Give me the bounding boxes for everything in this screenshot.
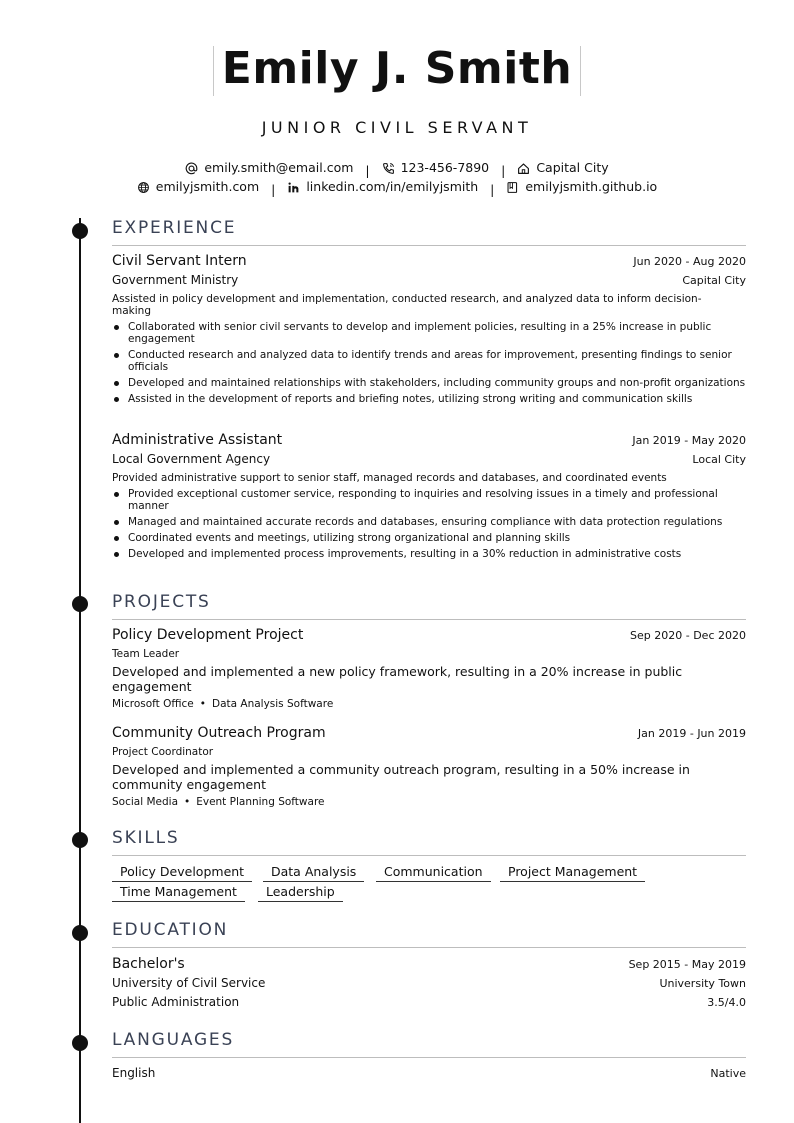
project-dates: Jan 2019 - Jun 2019 (637, 727, 746, 740)
project-name: Community Outreach Program (112, 725, 326, 741)
globe-icon (137, 181, 150, 194)
linkedin-text: linkedin.com/in/emilyjsmith (306, 179, 479, 194)
experience-1-header (112, 253, 746, 269)
job-dates: Jan 2019 - May 2020 (632, 434, 746, 447)
tech-item: Event Planning Software (196, 796, 325, 808)
project-2-role (112, 746, 746, 758)
list-item: Developed and maintained relationships with stakeholders, including community groups and non-profit organizations (112, 377, 746, 389)
job-dates: Jun 2020 - Aug 2020 (633, 255, 746, 268)
section-languages-heading (112, 1029, 746, 1058)
project-role: Project Coordinator (112, 746, 214, 758)
github-icon (506, 181, 519, 194)
timeline-dot-projects (72, 596, 88, 612)
timeline-dot-skills (72, 832, 88, 848)
job-title: Civil Servant Intern (112, 253, 247, 269)
separator: | (490, 181, 495, 197)
contact-linkedin[interactable] (287, 178, 478, 196)
list-item: Coordinated events and meetings, utilizing strong organizational and planning skills (112, 532, 746, 544)
section-title: EXPERIENCE (112, 218, 237, 238)
section-projects-heading (112, 591, 746, 620)
section-title: EDUCATION (112, 920, 229, 940)
skill-chip: Communication (376, 864, 491, 882)
education-dates: Sep 2015 - May 2019 (628, 958, 746, 971)
section-title: PROJECTS (112, 592, 211, 612)
linkedin-icon (287, 181, 300, 194)
list-item: Conducted research and analyzed data to identify trends and areas for improvement, presenting findings to senior officials (112, 349, 746, 373)
timeline-dot-languages (72, 1035, 88, 1051)
tech-separator: • (184, 796, 191, 808)
separator: | (501, 162, 506, 178)
contact-github[interactable] (506, 178, 657, 196)
list-item: Collaborated with senior civil servants to develop and implement policies, resulting in a 25% increase in public engagement (112, 321, 746, 345)
job-org: Government Ministry (112, 273, 239, 287)
skill-chip: Policy Development (112, 864, 252, 882)
job-summary: Provided administrative support to senior staff, managed records and databases, and coordinated events (112, 472, 667, 484)
project-dates: Sep 2020 - Dec 2020 (630, 629, 746, 642)
experience-1-bullets (112, 321, 746, 409)
timeline-line (79, 218, 81, 1123)
language-name: English (112, 1066, 156, 1080)
list-item: Provided exceptional customer service, responding to inquiries and resolving issues in a timely and professional manner (112, 488, 746, 512)
tech-item: Social Media (112, 796, 179, 808)
experience-2-org (112, 452, 746, 466)
separator: | (365, 162, 370, 178)
language-row (112, 1066, 746, 1080)
project-role: Team Leader (112, 648, 180, 660)
list-item: Managed and maintained accurate records and databases, ensuring compliance with data protection regulations (112, 516, 746, 528)
project-1-tech (112, 698, 333, 710)
education-header (112, 956, 746, 972)
skill-chip: Project Management (500, 864, 645, 882)
project-1-header (112, 627, 746, 643)
contact-website[interactable] (137, 178, 259, 196)
contact-phone[interactable] (382, 159, 490, 177)
list-item: Assisted in the development of reports and briefing notes, utilizing strong writing and communication skills (112, 393, 746, 405)
candidate-name: Emily J. Smith (221, 43, 573, 94)
candidate-title: JUNIOR CIVIL SERVANT (261, 118, 533, 137)
phone-text: 123-456-7890 (400, 160, 490, 175)
job-location: Local City (692, 453, 746, 466)
section-skills-heading (112, 827, 746, 856)
school-name: University of Civil Service (112, 976, 266, 990)
phone-icon (382, 162, 395, 175)
contact-location (517, 159, 608, 177)
section-title: LANGUAGES (112, 1030, 235, 1050)
home-icon (517, 162, 530, 175)
location-text: Capital City (536, 160, 609, 175)
contact-email[interactable] (185, 159, 353, 177)
language-level: Native (710, 1067, 746, 1080)
separator: | (271, 181, 276, 197)
field-of-study: Public Administration (112, 995, 240, 1009)
project-description: Developed and implemented a community outreach program, resulting in a 50% increase in community engagement (112, 762, 690, 792)
job-location: Capital City (682, 274, 746, 287)
section-education-heading (112, 919, 746, 948)
gpa: 3.5/4.0 (707, 996, 746, 1009)
education-school-row (112, 976, 746, 990)
experience-2-header (112, 432, 746, 448)
job-title: Administrative Assistant (112, 432, 283, 448)
degree: Bachelor's (112, 956, 185, 972)
website-text: emilyjsmith.com (155, 179, 260, 194)
list-item: Developed and implemented process improvements, resulting in a 30% reduction in administrative costs (112, 548, 746, 560)
experience-2-bullets (112, 488, 746, 564)
github-text: emilyjsmith.github.io (525, 179, 658, 194)
skill-chip: Time Management (112, 884, 245, 902)
section-experience-heading (112, 217, 746, 246)
tech-item: Data Analysis Software (211, 698, 334, 710)
job-org: Local Government Agency (112, 452, 271, 466)
project-2-tech (112, 796, 325, 808)
tech-separator: • (199, 698, 206, 710)
email-text: emily.smith@email.com (204, 160, 354, 175)
timeline-dot-education (72, 925, 88, 941)
school-location: University Town (659, 977, 746, 990)
at-icon (185, 162, 198, 175)
section-title: SKILLS (112, 828, 180, 848)
skill-chip: Data Analysis (263, 864, 364, 882)
job-summary: Assisted in policy development and implementation, conducted research, and analyzed data to inform decision-making (112, 293, 702, 317)
project-description: Developed and implemented a new policy framework, resulting in a 20% increase in public engagement (112, 664, 683, 694)
project-2-header (112, 725, 746, 741)
skill-chip: Leadership (258, 884, 343, 902)
project-name: Policy Development Project (112, 627, 304, 643)
timeline-dot-experience (72, 223, 88, 239)
tech-item: Microsoft Office (112, 698, 194, 710)
contact-row-2 (0, 178, 794, 199)
contact-row-1 (0, 159, 794, 180)
project-1-role (112, 648, 746, 660)
experience-1-org (112, 273, 746, 287)
education-field-row (112, 995, 746, 1009)
